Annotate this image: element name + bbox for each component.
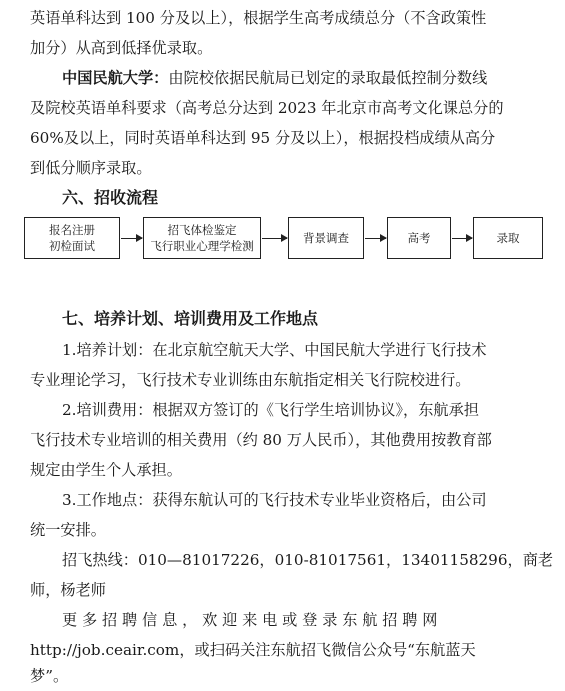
- paragraph-line: 飞行技术专业培训的相关费用（约 80 万人民币），其他费用按教育部: [30, 431, 492, 449]
- flow-step-label: 初检面试: [49, 239, 95, 253]
- paragraph-line: 3.工作地点：获得东航认可的飞行技术专业毕业资格后，由公司: [62, 491, 487, 509]
- recruitment-url-line: http://job.ceair.com，或扫码关注东航招飞微信公众号“东航蓝天: [30, 641, 476, 659]
- paragraph-line: 专业理论学习，飞行技术专业训练由东航指定相关飞行院校进行。: [30, 371, 471, 389]
- flow-step-label: 高考: [407, 231, 431, 245]
- flow-step-admission: [473, 217, 543, 259]
- flow-step-gaokao: [387, 217, 451, 259]
- paragraph-line: 及院校英语单科要求（高考总分达到 2023 年北京市高考文化课总分的: [30, 99, 504, 117]
- caac-line1-text: 由院校依据民航局已划定的录取最低控制分数线: [168, 69, 488, 87]
- flow-step-label: 背景调查: [303, 231, 349, 245]
- flow-step-label: 飞行职业心理学检测: [150, 239, 254, 253]
- paragraph-line: 到低分顺序录取。: [30, 159, 152, 177]
- flow-arrow: [365, 238, 386, 239]
- flow-arrow: [452, 238, 472, 239]
- paragraph-line: 英语单科达到 100 分及以上），根据学生高考成绩总分（不含政策性: [30, 9, 487, 27]
- paragraph-line: 统一安排。: [30, 521, 106, 539]
- paragraph-line: 1.培养计划：在北京航空航天大学、中国民航大学进行飞行技术: [62, 341, 487, 359]
- caac-title: 中国民航大学：: [62, 69, 169, 87]
- flow-step-label: 报名注册: [49, 223, 95, 237]
- flow-arrow: [262, 238, 287, 239]
- flow-step-label: 录取: [496, 231, 520, 245]
- hotline-line: 师，杨老师: [30, 581, 106, 599]
- flow-step-registration: [24, 217, 120, 259]
- paragraph-line: 梦”。: [30, 667, 69, 685]
- paragraph-line: 更 多 招 聘 信 息 ， 欢 迎 来 电 或 登 录 东 航 招 聘 网: [62, 611, 438, 629]
- hotline-line: 招飞热线：010—81017226，010-81017561，13401158296，商老: [62, 551, 554, 569]
- admission-flowchart: [0, 0, 565, 300]
- paragraph-line: 加分）从高到低择优录取。: [30, 39, 213, 57]
- flow-arrow: [121, 238, 142, 239]
- section-heading-training-plan: 七、培养计划、培训费用及工作地点: [62, 309, 319, 328]
- paragraph-line: 2.培训费用：根据双方签订的《飞行学生培训协议》，东航承担: [62, 401, 479, 419]
- paragraph-line: 规定由学生个人承担。: [30, 461, 182, 479]
- flow-step-label: 招飞体检鉴定: [167, 223, 237, 237]
- flow-step-medical-exam: [143, 217, 261, 259]
- section-heading-admission-process: 六、招收流程: [62, 188, 159, 207]
- flow-step-background-check: [288, 217, 364, 259]
- paragraph-line: 60%及以上，同时英语单科达到 95 分及以上），根据投档成绩从高分: [30, 129, 496, 147]
